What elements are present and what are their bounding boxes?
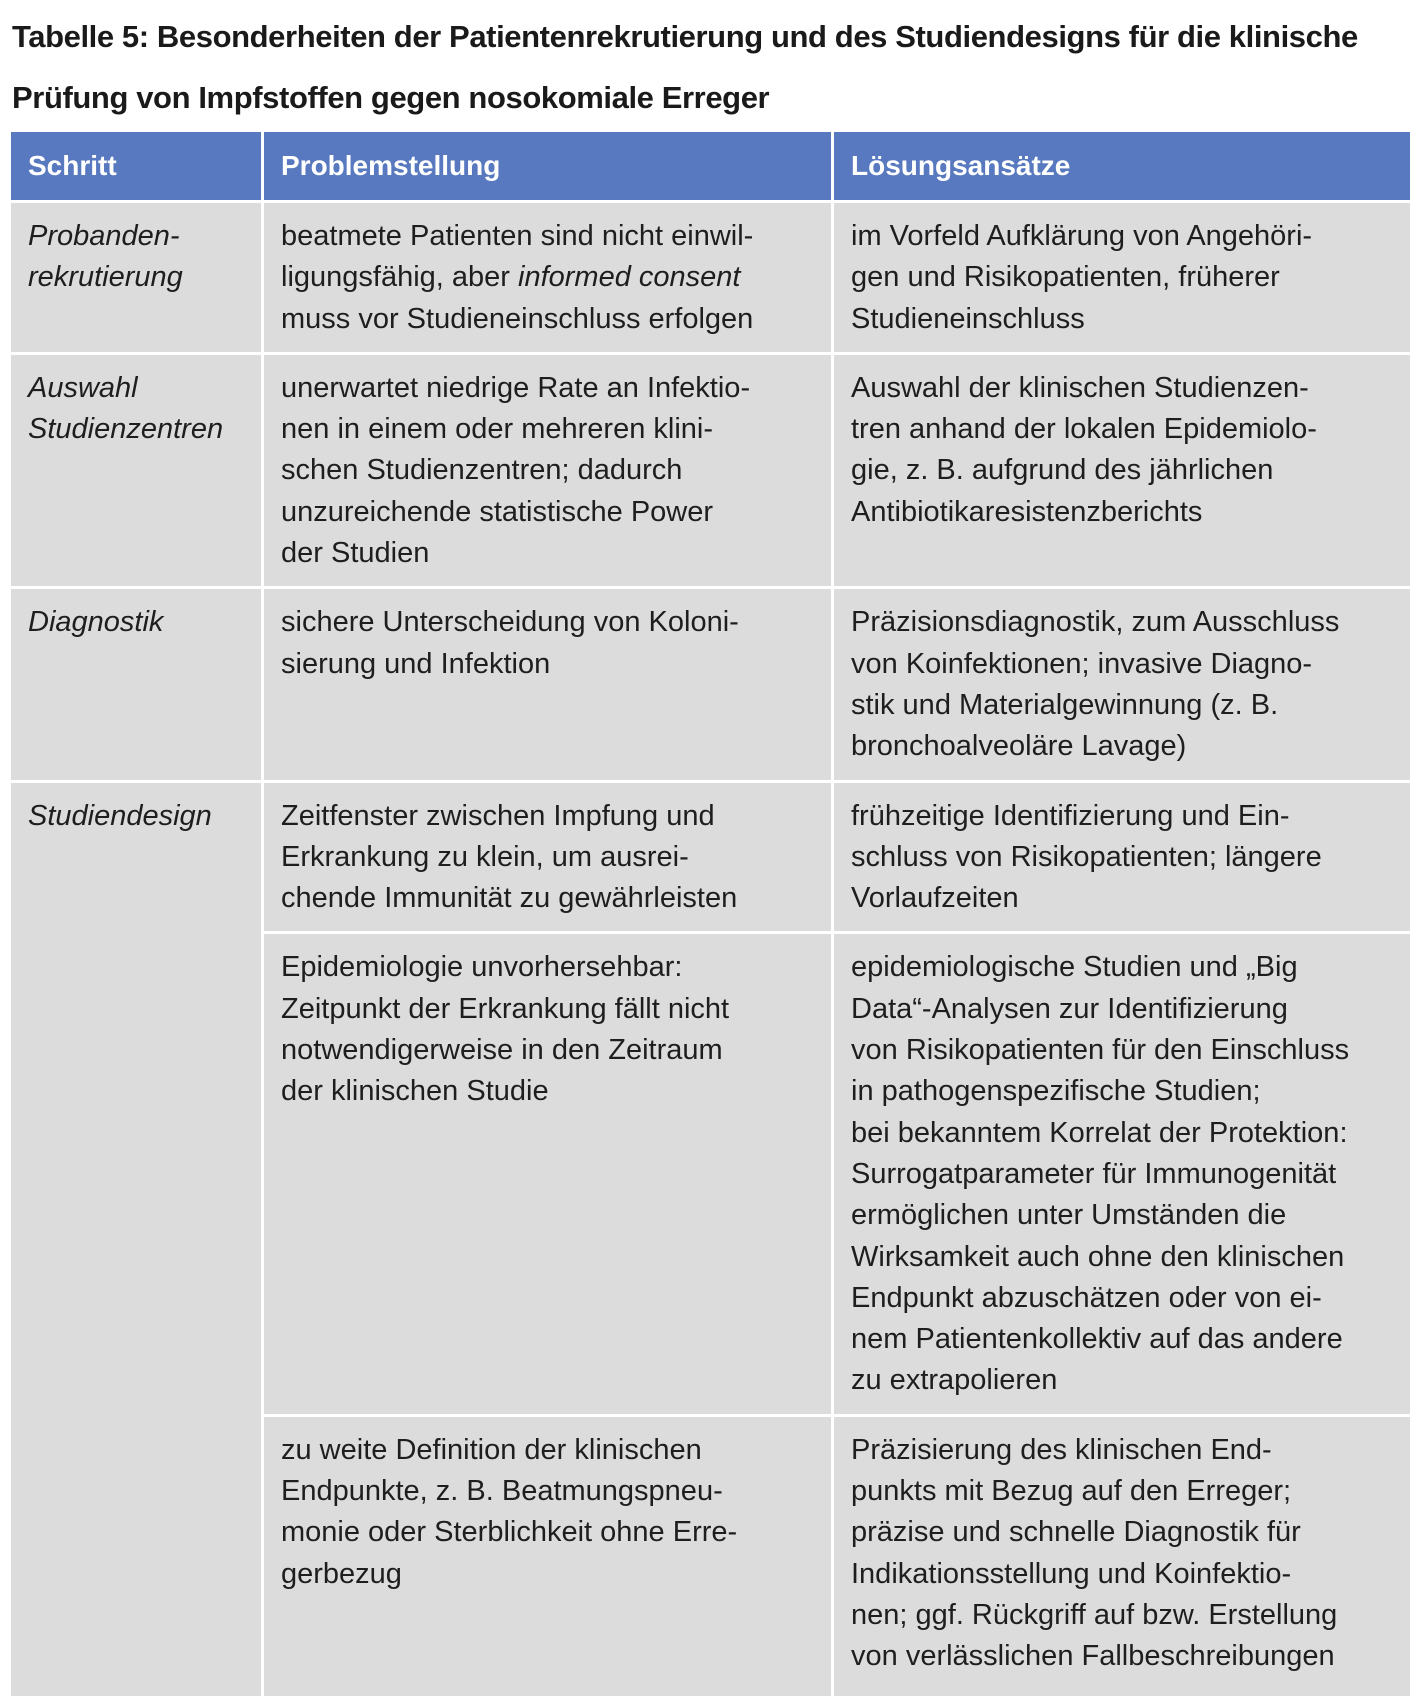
problem-text: der Studien [281, 537, 430, 570]
step-text: Probanden- [28, 220, 180, 252]
solution-text: zu extrapolieren [851, 1364, 1058, 1397]
solution-text: Präzisierung des klinischen End- [851, 1433, 1272, 1466]
solution-text: nem Patientenkollektiv auf das andere [851, 1323, 1343, 1356]
problem-text: Epidemiologie unvorhersehbar: [281, 951, 683, 984]
solution-text: Indikationsstellung und Koinfektio- [851, 1557, 1292, 1590]
solution-cell [834, 203, 1410, 352]
solution-text: in pathogenspezifische Studien; [851, 1075, 1261, 1108]
solution-cell [834, 355, 1410, 586]
table-row [11, 589, 1410, 779]
problem-cell [264, 589, 831, 779]
solution-text: Vorlaufzeiten [851, 882, 1019, 915]
solution-text: nen; ggf. Rückgriff auf bzw. Erstellung [851, 1598, 1338, 1631]
solution-text: frühzeitige Identifizierung und Ein- [851, 799, 1290, 832]
problem-text: beatmete Patienten sind nicht einwil- [281, 220, 754, 252]
caption-line-2: Prüfung von Impfstoffen gegen nosokomiale Erreger [12, 80, 770, 115]
problem-text: sichere Unterscheidung von Koloni- [281, 606, 739, 639]
problem-text: Erkrankung zu klein, um ausrei- [281, 840, 689, 873]
table-row [11, 203, 1410, 352]
problem-text: chende Immunität zu gewährleisten [281, 882, 738, 915]
problem-text: schen Studienzentren; dadurch [281, 454, 683, 487]
problem-text: Endpunkte, z. B. Beatmungspneu- [281, 1475, 723, 1508]
solution-text: punkts mit Bezug auf den Erreger; [851, 1475, 1292, 1508]
table-caption [12, 6, 1422, 128]
solution-text: ermöglichen unter Umständen die [851, 1199, 1287, 1232]
solution-text: Surrogatparameter für Immunogenität [851, 1157, 1337, 1190]
header-row [11, 132, 1410, 200]
solution-cell [834, 1417, 1410, 1696]
solution-text: präzise und schnelle Diagnostik für [851, 1516, 1301, 1549]
problem-text: notwendigerweise in den Zeitraum [281, 1034, 723, 1067]
solution-text: bei bekanntem Korrelat der Protektion: [851, 1116, 1348, 1149]
solution-text: Wirksamkeit auch ohne den klinischen [851, 1240, 1345, 1273]
step-text: Auswahl [28, 371, 138, 404]
step-cell [11, 589, 261, 779]
problem-text [281, 257, 819, 298]
problem-text: der klinischen Studie [281, 1075, 549, 1108]
solution-cell [834, 589, 1410, 779]
solution-text: Präzisionsdiagnostik, zum Ausschluss [851, 606, 1340, 639]
step-cell [11, 783, 261, 1696]
problem-cell [264, 355, 831, 586]
solution-text: tren anhand der lokalen Epidemiolo- [851, 413, 1317, 446]
problem-cell [264, 934, 831, 1413]
problem-text: unzureichende statistische Power [281, 495, 714, 528]
problem-text: muss vor Studieneinschluss erfolgen [281, 302, 754, 335]
solution-text: im Vorfeld Aufklärung von Angehöri- [851, 220, 1313, 252]
solution-text: epidemiologische Studien und „Big [851, 951, 1298, 984]
problem-text: monie oder Sterblichkeit ohne Erre- [281, 1516, 738, 1549]
solution-text: Auswahl der klinischen Studienzen- [851, 371, 1309, 404]
step-cell [11, 355, 261, 586]
problem-text: unerwartet niedrige Rate an Infektio- [281, 371, 751, 404]
solution-text: Endpunkt abzuschätzen oder von ei- [851, 1281, 1322, 1314]
solution-cell [834, 783, 1410, 932]
problem-text: Zeitfenster zwischen Impfung und [281, 799, 715, 832]
problem-text: zu weite Definition der klinischen [281, 1433, 702, 1466]
solution-text: bronchoalveoläre Lavage) [851, 730, 1187, 763]
step-text: rekrutierung [28, 261, 183, 294]
problem-text: sierung und Infektion [281, 647, 551, 680]
solution-text: gen und Risikopatienten, früherer [851, 261, 1280, 294]
problem-text: Zeitpunkt der Erkrankung fällt nicht [281, 992, 730, 1025]
problem-cell [264, 1417, 831, 1696]
caption-line-1: Tabelle 5: Besonderheiten der Patientenrekrutierung und des Studiendesigns für die klinische [12, 19, 1358, 54]
problem-italic-term: informed consent [518, 261, 741, 294]
solution-text: von Risikopatienten für den Einschluss [851, 1034, 1350, 1067]
solution-text: von verlässlichen Fallbeschreibungen [851, 1640, 1335, 1673]
step-cell [11, 203, 261, 352]
header-loesungsansaetze: Lösungsansätze [834, 132, 1410, 200]
step-text: Diagnostik [28, 606, 164, 639]
step-text: Studienzentren [28, 413, 224, 446]
solution-text: stik und Materialgewinnung (z. B. [851, 688, 1279, 721]
problem-cell [264, 783, 831, 932]
vaccine-trial-table [8, 129, 1413, 1699]
table-row [11, 783, 1410, 932]
solution-text: von Koinfektionen; invasive Diagno- [851, 647, 1313, 680]
solution-text: gie, z. B. aufgrund des jährlichen [851, 454, 1274, 487]
solution-text: schluss von Risikopatienten; längere [851, 840, 1322, 873]
problem-cell [264, 203, 831, 352]
step-text: Studiendesign [28, 799, 212, 832]
table-row [11, 355, 1410, 586]
header-schritt: Schritt [11, 132, 261, 200]
problem-text: gerbezug [281, 1557, 402, 1590]
header-problemstellung: Problemstellung [264, 132, 831, 200]
solution-text: Studieneinschluss [851, 302, 1085, 335]
solution-cell [834, 934, 1410, 1413]
problem-text: nen in einem oder mehreren klini- [281, 413, 713, 446]
solution-text: Data“-Analysen zur Identifizierung [851, 992, 1288, 1025]
solution-text: Antibiotikaresistenzberichts [851, 495, 1203, 528]
problem-text-fragment: ligungsfähig, aber [281, 261, 518, 294]
